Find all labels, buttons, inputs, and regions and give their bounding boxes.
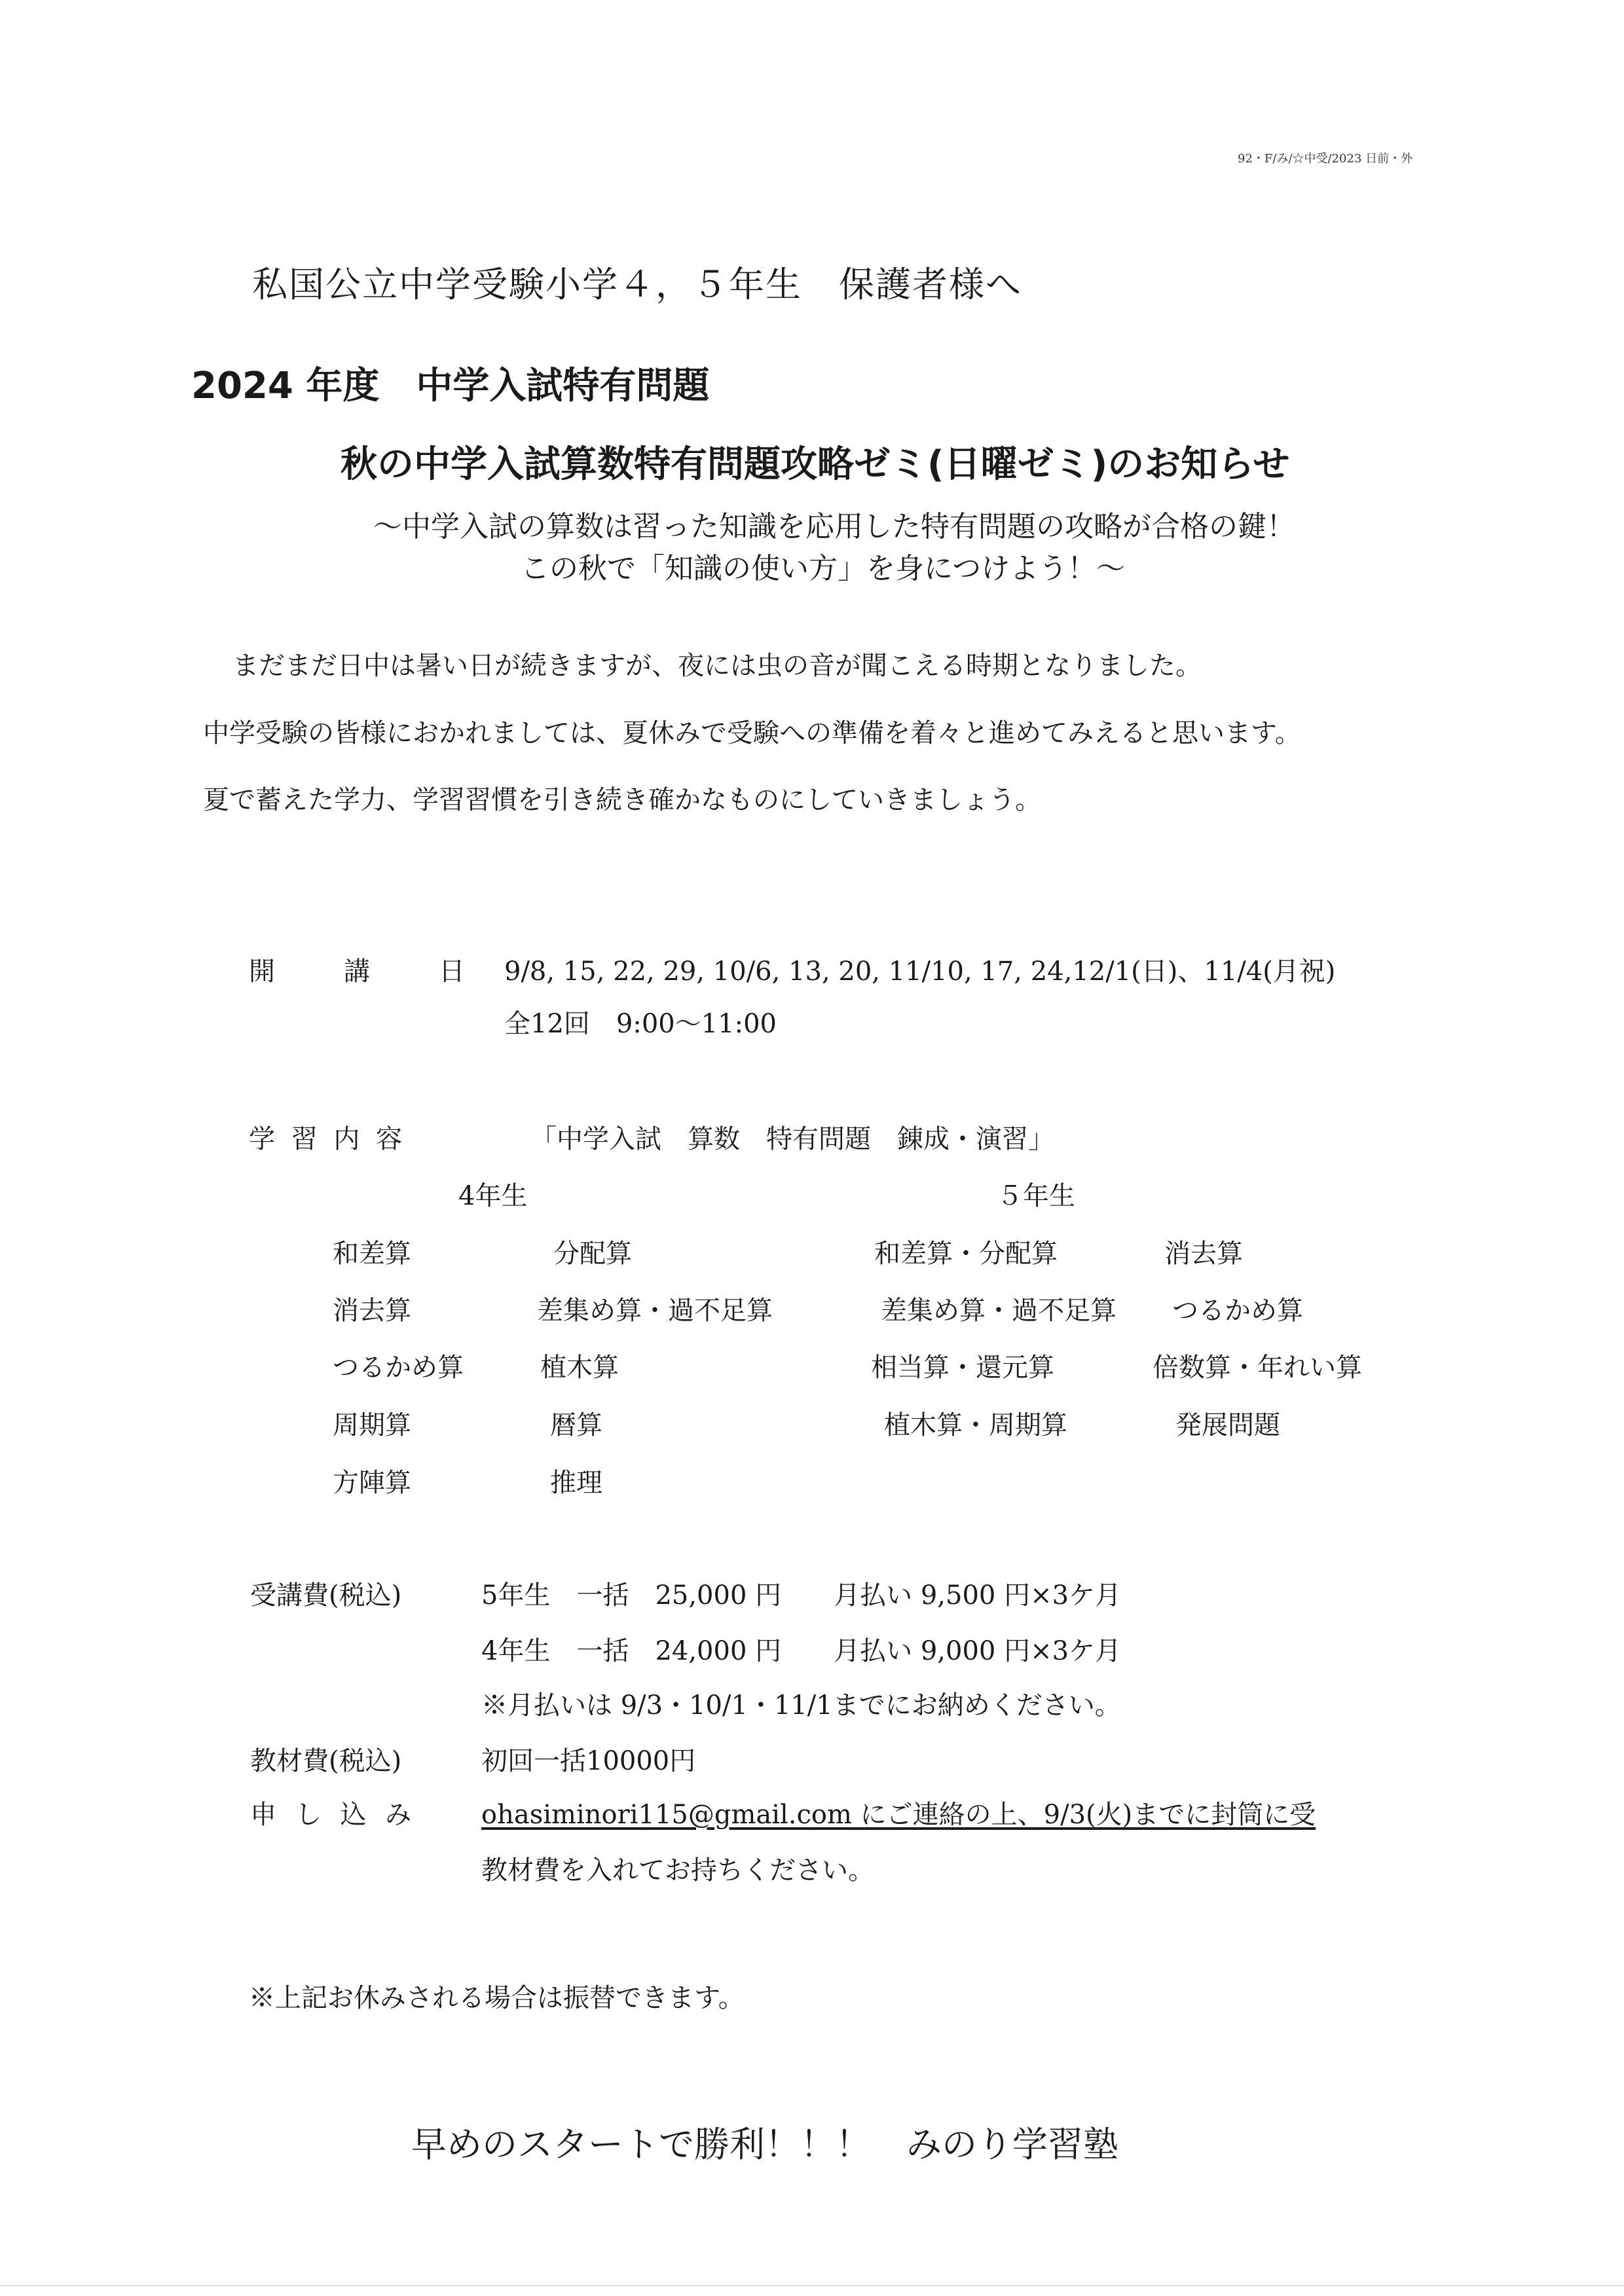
grade4-heading: 4年生 (458, 1181, 528, 1211)
grade5-topic: 消去算 (1164, 1239, 1243, 1269)
schedule-dates: 9/8, 15, 22, 29, 10/6, 13, 20, 11/10, 17, 24,12/1(日)、11/4(月祝) (504, 957, 1336, 987)
grade4-topic: 和差算 (333, 1239, 411, 1269)
content-title: 「中学入試 算数 特有問題 錬成・演習」 (530, 1124, 1054, 1154)
materials-value: 初回一括10000円 (481, 1746, 696, 1776)
scan-edge-divider (0, 2285, 1624, 2286)
subheading-line-1: ～中学入試の算数は習った知識を応用した特有問題の攻略が合格の鍵！ (373, 510, 1295, 543)
slogan-line: 早めのスタートで勝利！！！ みのり学習塾 (411, 2124, 1118, 2165)
apply-line-2: 教材費を入れてお持ちください。 (481, 1855, 874, 1886)
addressee-line: 私国公立中学受験小学４，５年生 保護者様へ (252, 264, 1022, 305)
grade4-topic: つるかめ算 (333, 1353, 464, 1383)
schedule-label-char: 日 (439, 957, 465, 987)
grade5-topic: 植木算・周期算 (884, 1410, 1067, 1440)
grade5-topic: 相当算・還元算 (871, 1353, 1054, 1383)
schedule-sessions: 全12回 9:00～11:00 (504, 1009, 777, 1039)
grade4-topic: 植木算 (540, 1353, 619, 1383)
grade5-topic: 差集め算・過不足算 (881, 1296, 1116, 1326)
grade4-topic: 推理 (550, 1468, 602, 1498)
grade5-topic: 発展問題 (1175, 1410, 1280, 1440)
grade4-topic: 暦算 (550, 1410, 602, 1440)
fee-grade4: 4年生 一括 24,000 円 月払い 9,000 円×3ケ月 (481, 1636, 1122, 1666)
fee-note: ※月払いは 9/3・10/1・11/1までにお納めください。 (481, 1690, 1121, 1721)
content-label: 学 習 内 容 (249, 1124, 407, 1154)
materials-label: 教材費(税込) (250, 1746, 402, 1776)
grade4-topic: 周期算 (333, 1410, 411, 1440)
heading-title: 秋の中学入試算数特有問題攻略ゼミ(日曜ゼミ)のお知らせ (341, 443, 1290, 486)
fee-grade5: 5年生 一括 25,000 円 月払い 9,500 円×3ケ月 (481, 1580, 1122, 1611)
grade4-topic: 消去算 (333, 1296, 411, 1326)
apply-email-line: ohasiminori115@gmail.com にご連絡の上、9/3(火)までに封筒に受 (481, 1800, 1316, 1830)
grade4-topic: 方陣算 (333, 1468, 411, 1498)
grade5-topic: つるかめ算 (1172, 1296, 1303, 1326)
makeup-footnote: ※上記お休みされる場合は振替できます。 (249, 1983, 745, 2013)
fee-label: 受講費(税込) (250, 1580, 402, 1611)
grade5-heading: ５年生 (997, 1181, 1075, 1211)
grade5-topic: 和差算・分配算 (874, 1239, 1058, 1269)
subheading-line-2: この秋で「知識の使い方」を身につけよう！～ (521, 552, 1126, 585)
document-stamp: 92・F/み/☆中受/2023 日前・外 (1238, 152, 1413, 166)
intro-paragraph-2: 中学受験の皆様におかれましては、夏休みで受験への準備を着々と進めてみえると思います。 (203, 718, 1301, 748)
schedule-label (249, 951, 465, 988)
apply-label: 申 し 込 み (250, 1800, 417, 1830)
grade4-topic: 差集め算・過不足算 (537, 1296, 773, 1326)
schedule-label-char: 講 (344, 957, 370, 987)
grade5-topic: 倍数算・年れい算 (1153, 1353, 1362, 1383)
intro-paragraph-3: 夏で蓄えた学力、学習習慣を引き続き確かなものにしていきましょう。 (203, 785, 1041, 815)
intro-paragraph-1: まだまだ日中は暑い日が続きますが、夜には虫の音が聞こえる時期となりました。 (232, 651, 1202, 681)
schedule-label-char: 開 (249, 957, 275, 987)
heading-year: 2024 年度 中学入試特有問題 (191, 365, 710, 407)
grade4-topic: 分配算 (553, 1239, 632, 1269)
